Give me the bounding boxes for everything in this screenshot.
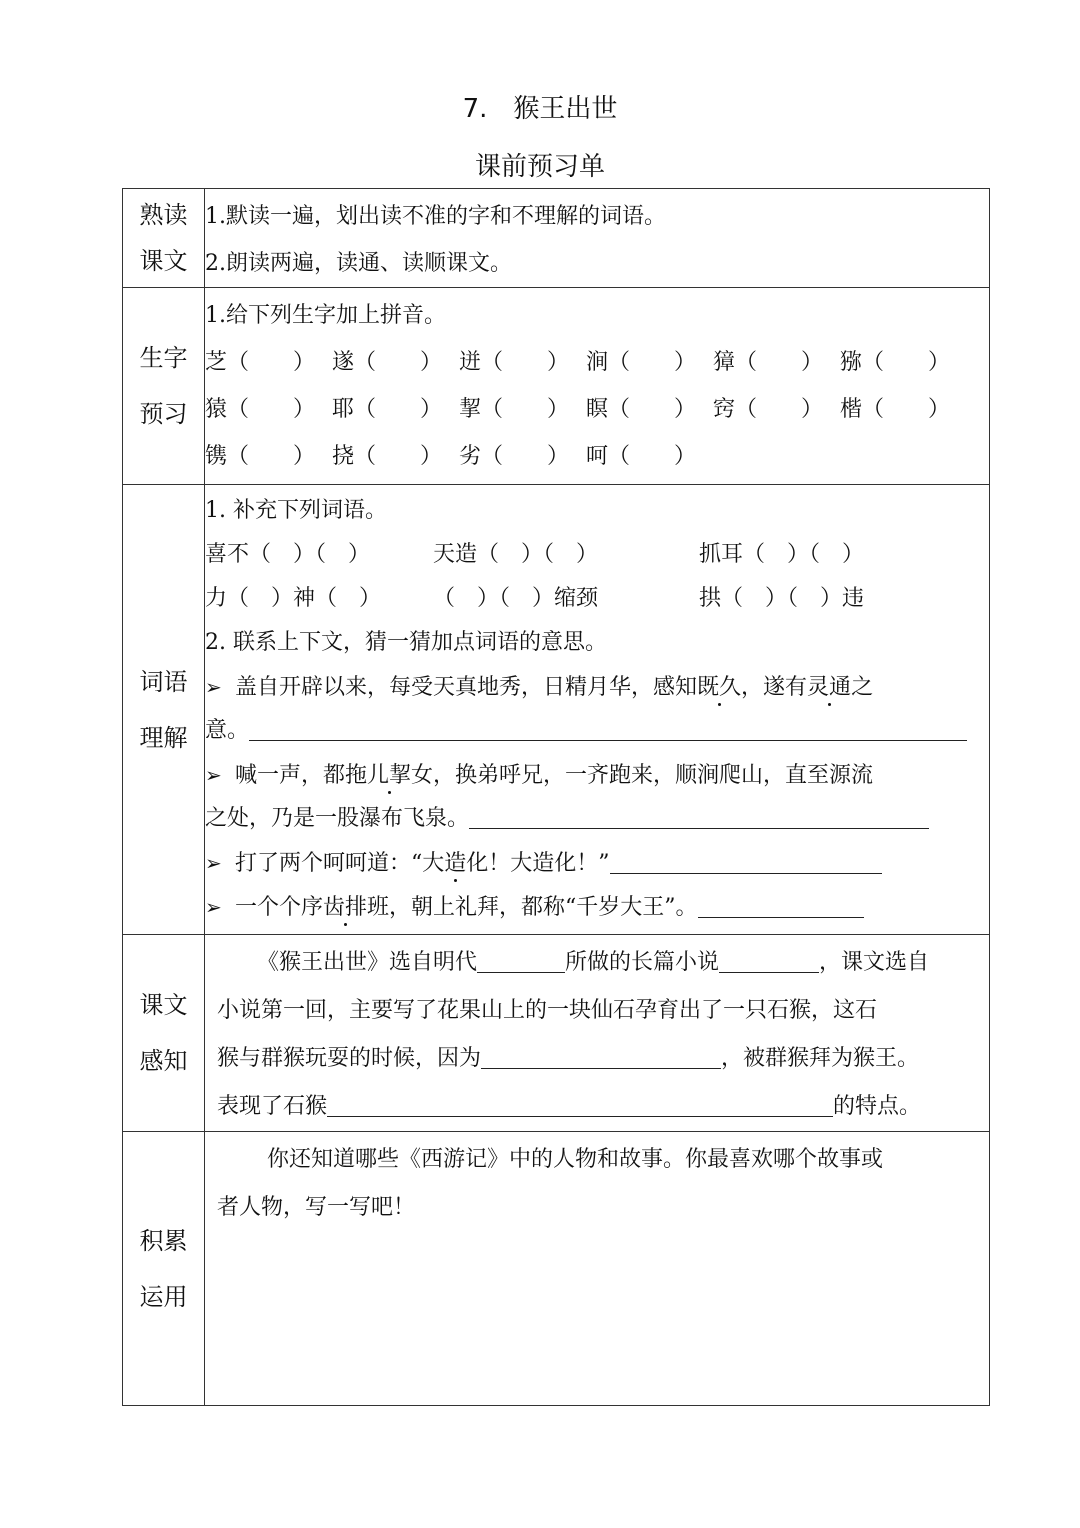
reading-item-2: 2.朗读两遍，读通、读顺课文。 — [205, 251, 512, 276]
section-label-words: 词语 理解 — [123, 485, 205, 935]
fill-row-2 — [205, 577, 989, 621]
chars-row-2 — [205, 386, 989, 433]
novel-blank[interactable] — [719, 946, 819, 973]
words-question-2: 2. 联系上下文，猜一猜加点词语的意思。 — [205, 630, 607, 655]
sentence-2-line-2: 之处，乃是一股瀑布飞泉。 — [205, 797, 989, 841]
section-label-chars: 生字 预习 — [123, 288, 205, 485]
sentence-3: ➢ 打了两个呵呵道：“大造化！大造化！” — [205, 841, 989, 885]
idiom-fill-item: （ ）（ ）缩颈 — [433, 586, 599, 611]
usage-prompt: 你还知道哪些《西游记》中的人物和故事。你最喜欢哪个故事或 者人物，写一写吧！ — [217, 1147, 884, 1220]
words-question-1: 1. 补充下列词语。 — [205, 498, 387, 523]
pinyin-item: 镌（ ） — [205, 444, 316, 469]
dotted-word: 拖儿挈女 — [345, 763, 434, 788]
section-usage — [123, 1132, 990, 1406]
dotted-word: 灵通 — [807, 675, 852, 700]
author-blank[interactable] — [477, 946, 565, 973]
idiom-fill-item: 力（ ）神（ ） — [205, 586, 382, 611]
lesson-title — [0, 88, 1080, 125]
section-perception — [123, 935, 990, 1132]
pinyin-item: 遂（ ） — [332, 350, 443, 375]
pinyin-item: 芝（ ） — [205, 350, 316, 375]
idiom-fill-item: 喜不（ ）（ ） — [205, 542, 371, 567]
reading-item-1: 1.默读一遍，划出读不准的字和不理解的词语。 — [205, 204, 666, 229]
section-label-perception: 课文 感知 — [123, 935, 205, 1132]
answer-blank[interactable] — [469, 802, 929, 829]
trait-blank[interactable] — [327, 1090, 833, 1117]
idiom-fill-item: 天造（ ）（ ） — [433, 542, 599, 567]
answer-blank[interactable] — [610, 847, 882, 874]
fill-row-1 — [205, 533, 989, 577]
section-reading — [123, 189, 990, 288]
section-words — [123, 485, 990, 935]
pinyin-item: 挠（ ） — [332, 444, 443, 469]
section-body-reading — [205, 189, 990, 288]
arrow-bullet-icon: ➢ — [205, 895, 222, 919]
perception-paragraph: 《猴王出世》选自明代 所做的长篇小说 ，课文选自 小说第一回，主要写了花果山上的一块仙石孕育出了一只石猴，这石 猴与群猴玩耍的时候，因为 ，被群猴拜为猴王。 表现了石猴 的特点。 — [205, 935, 989, 1131]
worksheet-subtitle: 课前预习单 — [474, 152, 605, 182]
section-chars — [123, 288, 990, 485]
sentence-4: ➢ 一个个序齿排班，朝上礼拜，都称“千岁大王”。 — [205, 885, 989, 929]
section-body-usage[interactable] — [205, 1132, 990, 1406]
arrow-bullet-icon: ➢ — [205, 851, 222, 875]
sentence-1-line-1: ➢ 盖自开辟以来，每受天真地秀，日精月华，感知既久，遂有灵通之 — [205, 665, 989, 709]
pinyin-item: 窍（ ） — [713, 397, 824, 422]
chars-row-1 — [205, 339, 989, 386]
section-body-perception — [205, 935, 990, 1132]
section-label-usage: 积累 运用 — [123, 1132, 205, 1406]
sentence-1-line-2: 意。 — [205, 709, 989, 753]
pinyin-item: 猕（ ） — [840, 350, 951, 375]
reason-blank[interactable] — [481, 1042, 721, 1069]
chars-row-3 — [205, 433, 989, 480]
pinyin-item: 猿（ ） — [205, 397, 316, 422]
pinyin-item: 挈（ ） — [459, 397, 570, 422]
lesson-name: 猴王出世 — [513, 94, 618, 124]
section-body-chars — [205, 288, 990, 485]
dotted-word: 序齿排班 — [301, 895, 390, 920]
pinyin-item: 楷（ ） — [840, 397, 951, 422]
idiom-fill-item: 抓耳（ ）（ ） — [699, 542, 865, 567]
sentence-2-line-1: ➢ 喊一声，都拖儿挈女，换弟呼兄，一齐跑来，顺涧爬山，直至源流 — [205, 753, 989, 797]
dotted-word: 既久 — [697, 675, 742, 700]
dotted-word: 大造化 — [422, 851, 489, 876]
pinyin-item: 瞑（ ） — [586, 397, 697, 422]
section-label-reading: 熟读 课文 — [123, 189, 205, 288]
pinyin-item: 涧（ ） — [586, 350, 697, 375]
pinyin-item: 獐（ ） — [713, 350, 824, 375]
pinyin-item: 劣（ ） — [459, 444, 570, 469]
answer-blank[interactable] — [249, 714, 967, 741]
pinyin-item: 呵（ ） — [586, 444, 697, 469]
pinyin-item: 耶（ ） — [332, 397, 443, 422]
section-body-words — [205, 485, 990, 935]
chars-instruction: 1.给下列生字加上拼音。 — [205, 303, 446, 328]
pinyin-item: 迸（ ） — [459, 350, 570, 375]
answer-blank[interactable] — [698, 891, 864, 918]
idiom-fill-item: 拱（ ）（ ）违 — [699, 586, 865, 611]
lesson-number: 7. — [462, 94, 488, 124]
arrow-bullet-icon: ➢ — [205, 675, 222, 699]
arrow-bullet-icon: ➢ — [205, 763, 222, 787]
preview-worksheet-table — [122, 188, 990, 1406]
